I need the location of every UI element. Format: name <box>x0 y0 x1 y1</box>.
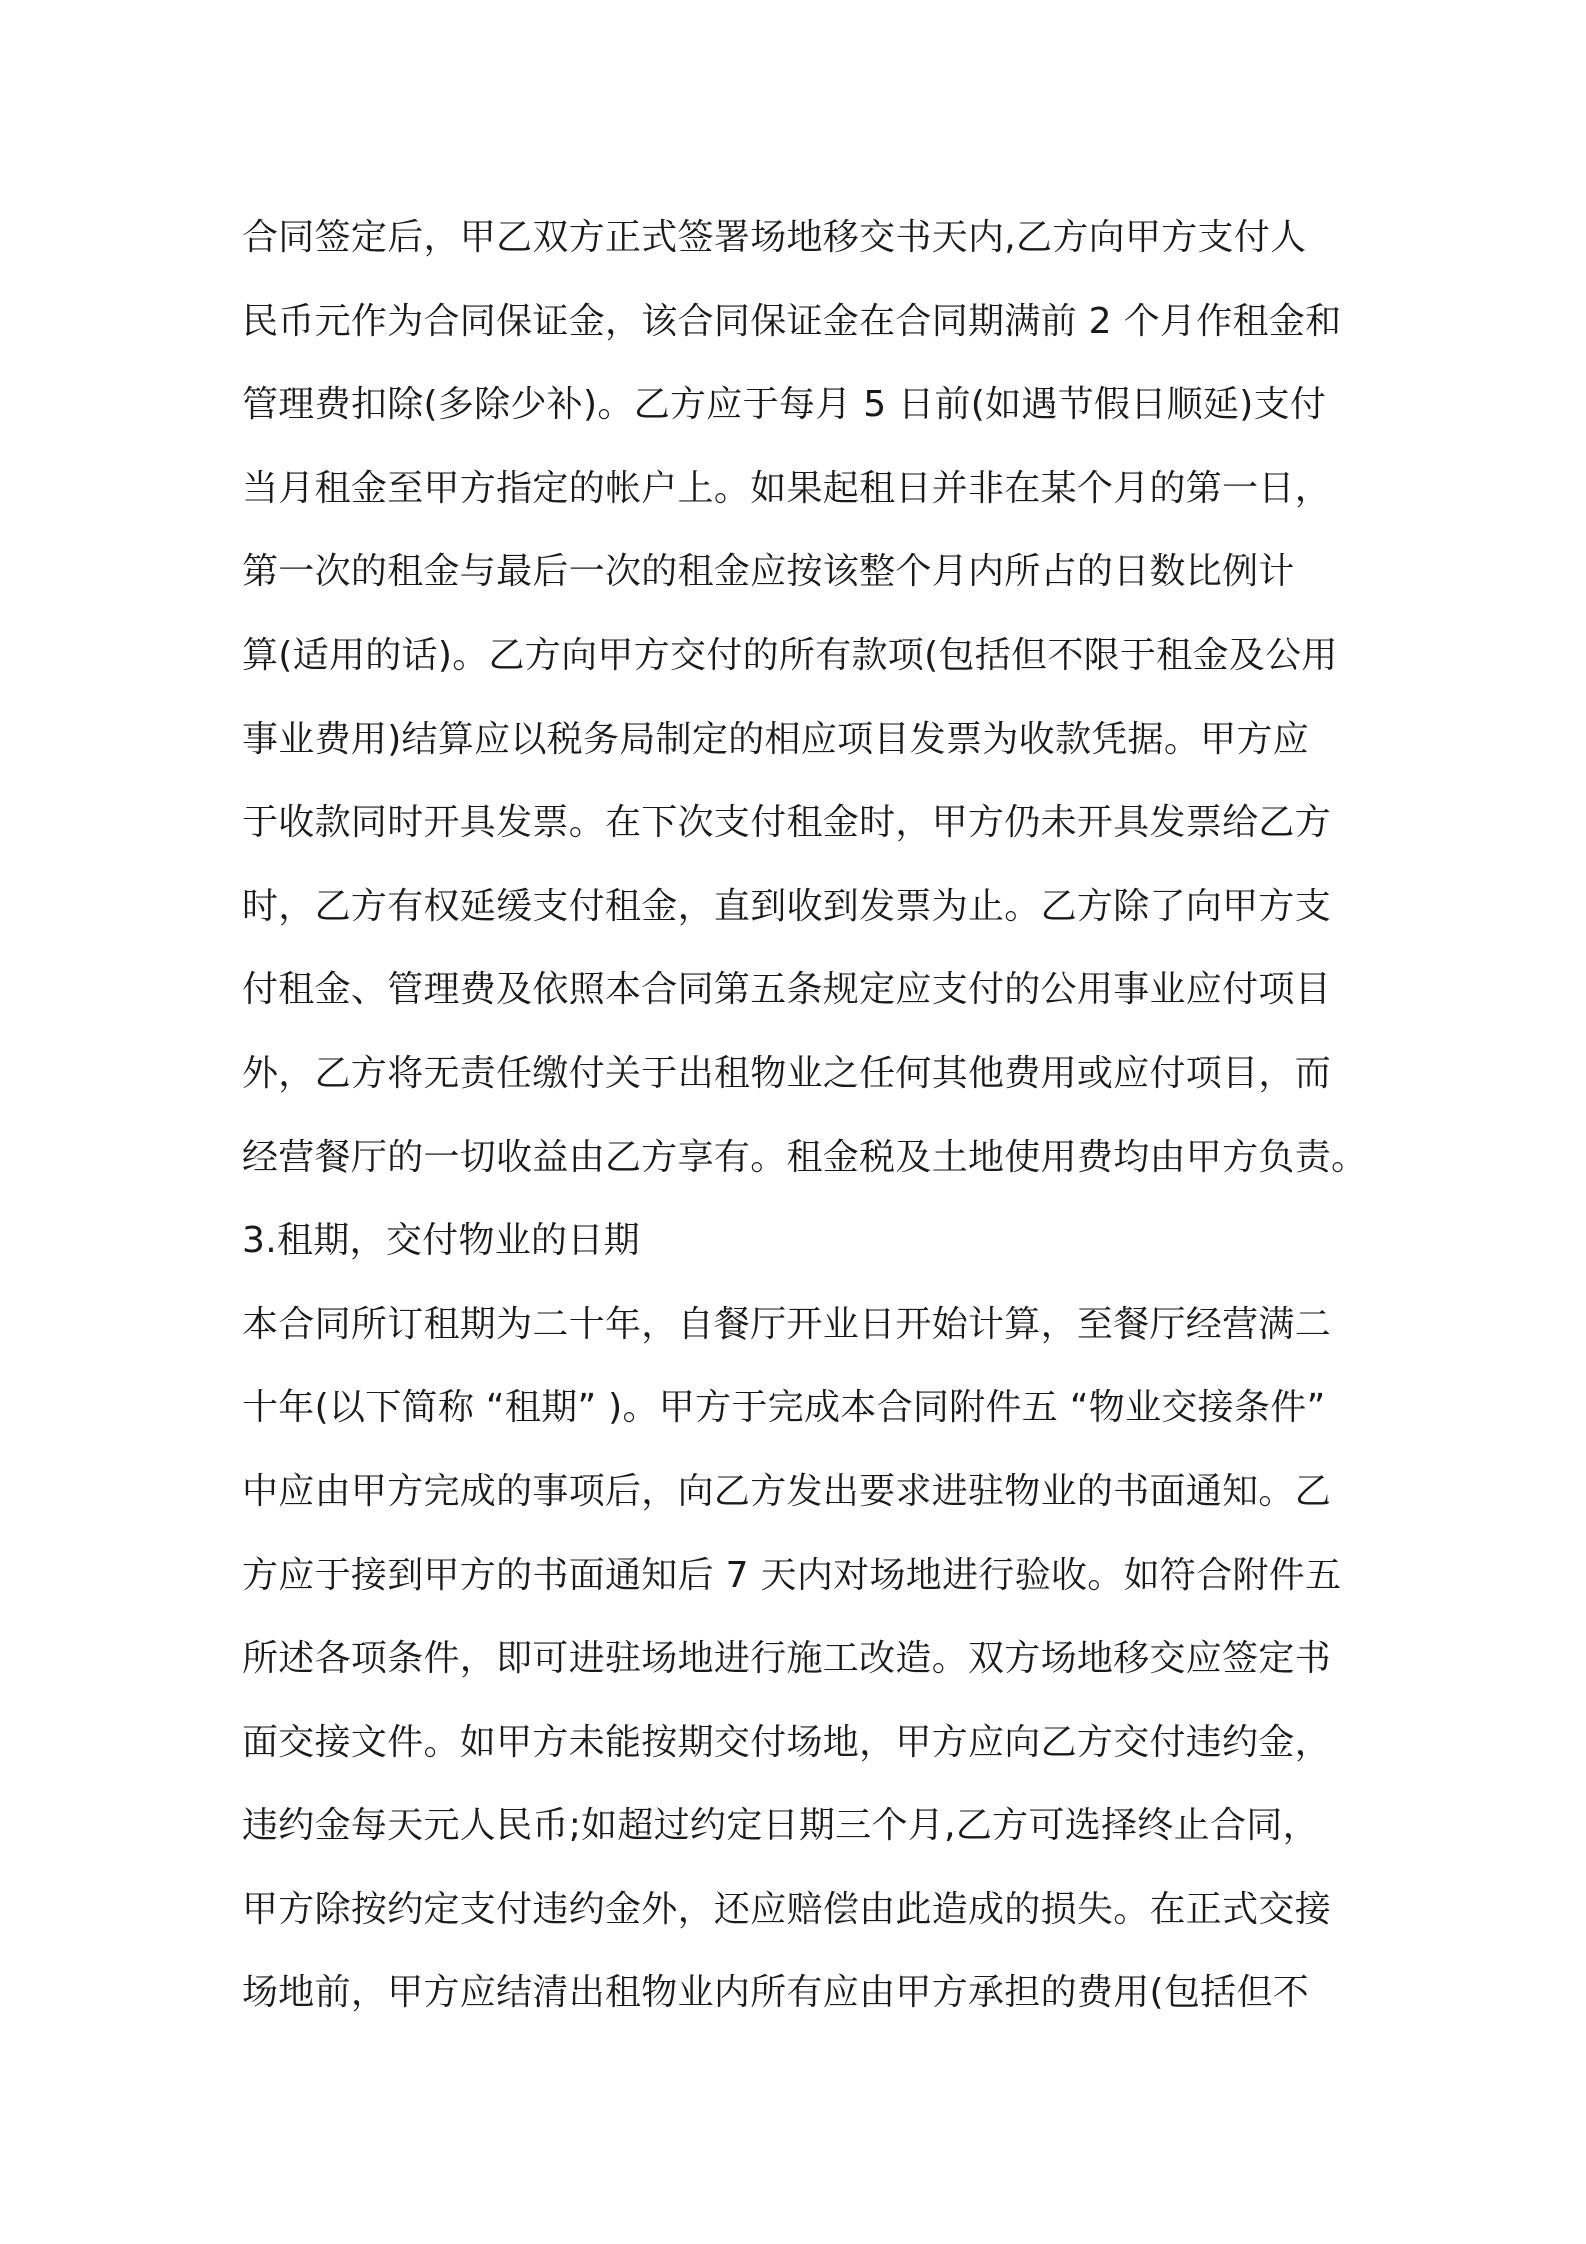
text-line-22: 场地前，甲方应结清出租物业内所有应由甲方承担的费用(包括但不 <box>242 1972 1310 2014</box>
text-line-1: 合同签定后，甲乙双方正式签署场地移交书天内,乙方向甲方支付人 <box>242 217 1307 258</box>
text-line-16: 中应由甲方完成的事项后，向乙方发出要求进驻物业的书面通知。乙 <box>242 1470 1332 1512</box>
text-line-4: 当月租金至甲方指定的帐户上。如果起租日并非在某个月的第一日， <box>242 467 1332 509</box>
text-line-6: 算(适用的话)。乙方向甲方交付的所有款项(包括但不限于租金及公用 <box>242 634 1338 676</box>
document-body <box>242 196 1372 2035</box>
text-line-10: 付租金、管理费及依照本合同第五条规定应支付的公用事业应付项目 <box>242 969 1332 1011</box>
text-line-20: 违约金每天元人民币;如超过约定日期三个月,乙方可选择终止合同， <box>242 1805 1319 1847</box>
text-line-3: 管理费扣除(多除少补)。乙方应于每月 5 日前(如遇节假日顺延)支付 <box>242 384 1327 426</box>
text-line-15: 十年(以下简称 “租期” )。甲方于完成本合同附件五 “物业交接条件” <box>242 1387 1326 1429</box>
text-line-11: 外，乙方将无责任缴付关于出租物业之任何其他费用或应付项目，而 <box>242 1052 1332 1094</box>
text-line-5: 第一次的租金与最后一次的租金应按该整个月内所占的日数比例计 <box>242 551 1295 593</box>
text-line-14: 本合同所订租期为二十年，自餐厅开业日开始计算，至餐厅经营满二 <box>242 1303 1332 1345</box>
text-line-18: 所述各项条件，即可进驻场地进行施工改造。双方场地移交应签定书 <box>242 1638 1332 1680</box>
text-line-9: 时，乙方有权延缓支付租金，直到收到发票为止。乙方除了向甲方支 <box>242 885 1332 927</box>
text-line-17: 方应于接到甲方的书面通知后 7 天内对场地进行验收。如符合附件五 <box>242 1554 1342 1596</box>
section-heading: 3.租期，交付物业的日期 <box>242 1220 640 1262</box>
text-line-19: 面交接文件。如甲方未能按期交付场地，甲方应向乙方交付违约金， <box>242 1721 1332 1763</box>
text-line-21: 甲方除按约定支付违约金外，还应赔偿由此造成的损失。在正式交接 <box>242 1888 1332 1930</box>
text-line-7: 事业费用)结算应以税务局制定的相应项目发票为收款凭据。甲方应 <box>242 718 1310 760</box>
text-line-8: 于收款同时开具发票。在下次支付租金时，甲方仍未开具发票给乙方 <box>242 802 1332 844</box>
text-line-12: 经营餐厅的一切收益由乙方享有。租金税及土地使用费均由甲方负责。 <box>242 1136 1368 1178</box>
text-line-2: 民币元作为合同保证金，该合同保证金在合同期满前 2 个月作租金和 <box>242 300 1342 342</box>
